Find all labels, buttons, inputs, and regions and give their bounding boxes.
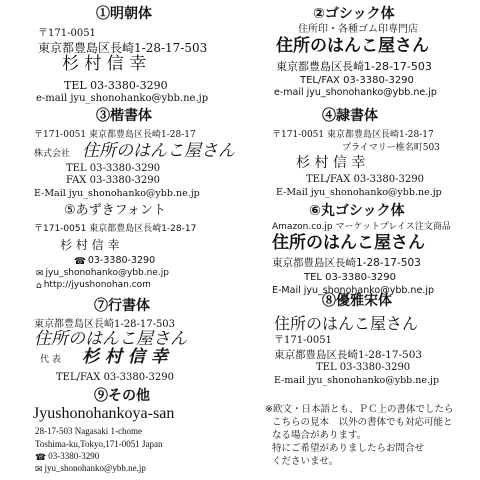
shop-name: 住所のはんこ屋さん xyxy=(276,36,429,56)
phone-row xyxy=(74,256,155,267)
email-address: jyu_shonohanko@ybb.ne.jp xyxy=(44,463,146,473)
email-address: E-mail jyu_shonohanko@ybb.ne.jp xyxy=(274,375,440,386)
person-name: 杉 村 信 幸 xyxy=(62,54,147,74)
fax-number: FAX 03-3380-3290 xyxy=(66,175,160,186)
phone-number: TEL 03-3380-3290 xyxy=(304,272,397,283)
mail-icon: ✉ xyxy=(35,464,43,474)
building-name: プライマリー椎名町503 xyxy=(342,143,440,153)
email-address: jyu_shonohanko@ybb.ne.jp xyxy=(45,268,169,278)
shop-name: 住所のはんこ屋さん xyxy=(274,314,419,333)
note-line: こちらの見本 以外の書体でも対応可能と xyxy=(272,417,453,428)
shop-name: 住所のはんこ屋さん xyxy=(82,141,235,161)
email-address: e-mail jyu_shonohanko@ybb.ne.jp xyxy=(36,93,209,104)
postal-address: 〒171-0051 東京都豊島区長崎1-28-17 xyxy=(272,130,434,140)
phone-number: TEL 03-3380-3290 xyxy=(66,163,161,174)
phone-number: 03-3380-3290 xyxy=(87,255,156,266)
postal-address: 〒171-0051 東京都豊島区長崎1-28-17 xyxy=(34,224,197,234)
postal-code: 〒171-0051 xyxy=(38,28,96,39)
representative-label: 代 表 xyxy=(40,355,61,365)
phone-number: TEL/FAX 03-3380-3290 xyxy=(300,75,414,86)
romanized-shop-name: Jyushonohankoya-san xyxy=(33,405,175,422)
url-row xyxy=(36,281,151,291)
website-url: http://jyushonohan.com xyxy=(43,280,151,290)
email-row xyxy=(36,269,169,279)
note-line: 特にご希望がありましたらお問合せ xyxy=(272,443,425,454)
email-address: E-Mail jyu_shonohanko@ybb.ne.jp xyxy=(276,187,442,198)
email-address: E-Mail jyu_shonohanko@ybb.ne.jp xyxy=(272,285,434,296)
shop-name: 住所のはんこ屋さん xyxy=(34,329,187,349)
postal-address: 〒171-0051 東京都豊島区長崎1-28-17 xyxy=(34,130,196,140)
note-line: ※欧文・日本語とも、ＰＣ上の書体でしたら xyxy=(265,404,454,415)
cell-heading: ⑦行書体 xyxy=(94,298,150,314)
cell-heading: ②ゴシック体 xyxy=(313,6,395,22)
address: 東京都豊島区長崎1-28-17-503 xyxy=(272,257,421,269)
address: 東京都豊島区長崎1-28-17-503 xyxy=(276,60,432,73)
phone-number: TEL/FAX 03-3380-3290 xyxy=(56,372,174,383)
phone-number: TEL 03-3380-3290 xyxy=(64,79,168,92)
cell-heading: ⑥丸ゴシック体 xyxy=(309,203,405,219)
company-type: 株式会社 xyxy=(34,149,71,159)
shop-name: 住所のはんこ屋さん xyxy=(272,233,425,253)
address: 東京都豊島区長崎1-28-17-503 xyxy=(274,349,423,361)
email-row xyxy=(35,464,146,474)
address: 東京都豊島区長崎1-28-17-503 xyxy=(34,319,176,330)
phone-number: 03-3380-3290 xyxy=(48,451,100,461)
mail-icon: ✉ xyxy=(36,269,44,279)
cell-heading: ⑤あずきフォント xyxy=(64,203,167,218)
email-address: e-mail jyu_shonohanko@ybb.ne.jp xyxy=(274,87,437,98)
person-name: 杉 村 信 幸 xyxy=(82,347,168,367)
cell-heading: ④隷書体 xyxy=(322,108,378,124)
cell-heading: ①明朝体 xyxy=(96,6,152,22)
tagline: Amazon.co.jp マーケットプレイス注文商品 xyxy=(272,222,451,232)
person-name: 杉 村 信 幸 xyxy=(60,238,120,252)
person-name: 杉 村 信 幸 xyxy=(296,155,366,171)
cell-heading: ⑧優雅宋体 xyxy=(322,293,392,309)
address: 東京都豊島区長崎1-28-17-503 xyxy=(38,41,208,55)
cell-heading: ③楷書体 xyxy=(96,108,152,124)
home-icon: ⌂ xyxy=(36,281,42,291)
phone-number: TEL/FAX 03-3380-3290 xyxy=(306,174,424,185)
phone-number: TEL 03-3380-3290 xyxy=(316,362,411,373)
phone-icon: ☎ xyxy=(35,452,47,462)
tagline: 住所印・各種ゴム印専門店 xyxy=(298,24,418,35)
phone-row xyxy=(35,452,99,462)
address-line-2: Toshima-ku,Tokyo,171-0051 Japan xyxy=(35,439,163,449)
postal-code: 〒171-0051 xyxy=(274,335,332,346)
cell-heading: ⑨その他 xyxy=(94,388,150,404)
note-line: なる場合があります。 xyxy=(272,430,367,441)
email-address: E-Mail jyu_shonohanko@ybb.ne.jp xyxy=(34,188,200,199)
address-line-1: 28-17-503 Nagasaki 1-chome xyxy=(35,426,142,436)
note-line: くださいませ。 xyxy=(272,456,339,467)
phone-icon: ☎ xyxy=(74,256,86,267)
